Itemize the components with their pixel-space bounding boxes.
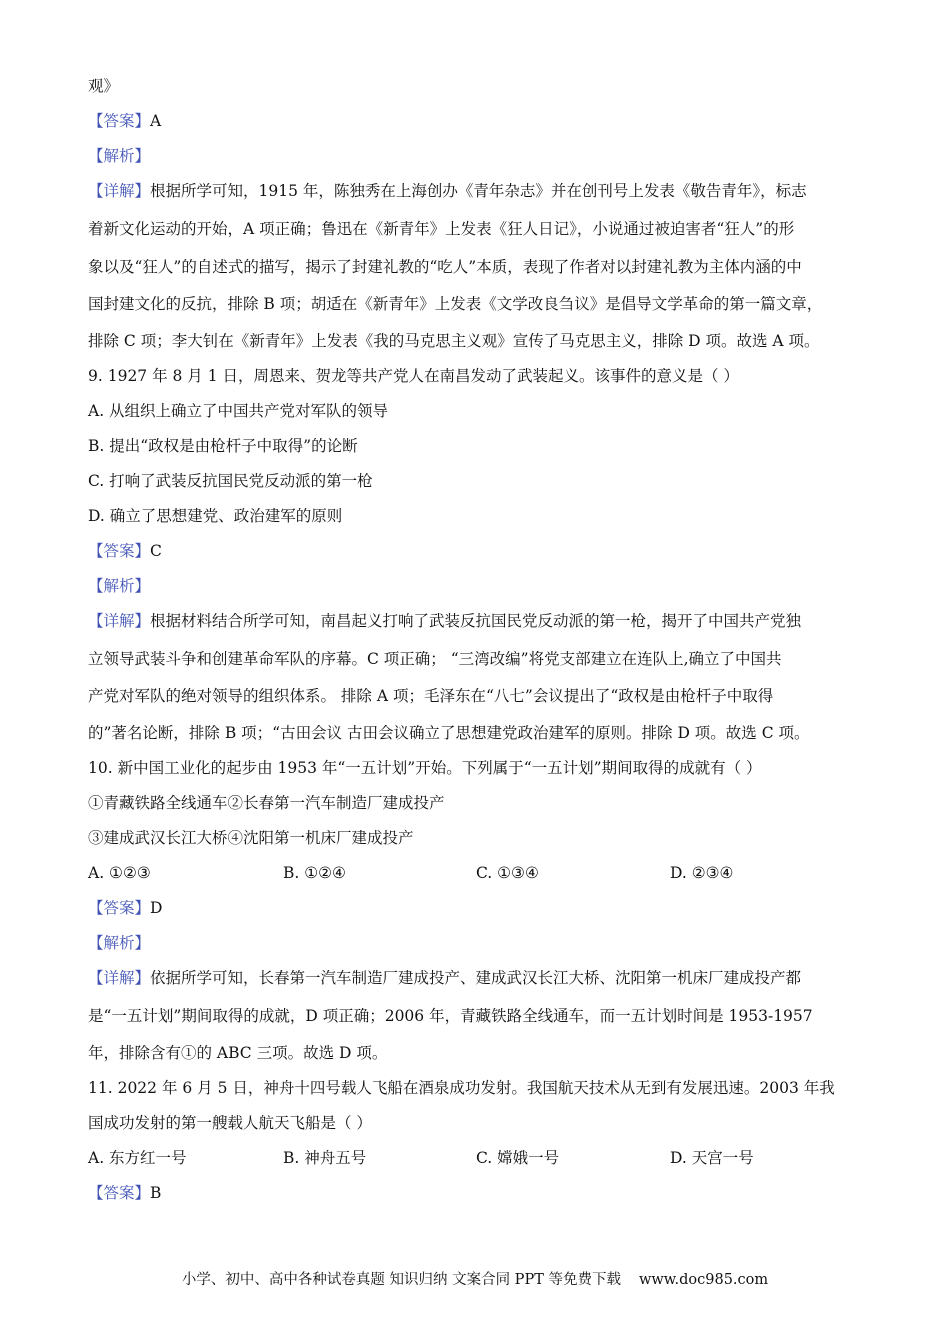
text-line: 着新文化运动的开始，A 项正确；鲁迅在《新青年》上发表《狂人日记》，小说通过被迫害者“狂人”的形 — [88, 220, 795, 238]
answer-tag: 【答案】 — [88, 112, 151, 130]
answer-tag: 【答案】 — [88, 899, 151, 917]
answer-line: 【答案】A — [88, 112, 162, 130]
option-a: A. 从组织上确立了中国共产党对军队的领导 — [88, 402, 389, 420]
question-9: 9. 1927 年 8 月 1 日，周恩来、贺龙等共产党人在南昌发动了武装起义。该事件的意义是（ ） — [88, 367, 739, 385]
text-line: 立领导武装斗争和创建革命军队的序幕。C 项正确； “三湾改编”将党支部建立在连队上,确立了中国共 — [88, 650, 782, 668]
option-a: A. 东方红一号 — [88, 1149, 187, 1167]
option-d: D. 确立了思想建党、政治建军的原则 — [88, 507, 343, 525]
option-d: D. ②③④ — [670, 864, 734, 882]
text-line: 年，排除含有①的 ABC 三项。故选 D 项。 — [88, 1044, 388, 1062]
analysis-line — [88, 933, 150, 953]
explanation-tag: 【详解】 — [88, 182, 151, 200]
explanation-tag: 【详解】 — [88, 612, 151, 630]
analysis-line — [88, 146, 150, 166]
explanation-line: 【详解】依据所学可知，长春第一汽车制造厂建成投产、建成武汉长江大桥、沈阳第一机床厂建成投产都 — [88, 969, 802, 987]
explanation-line: 【详解】根据材料结合所学可知，南昌起义打响了武装反抗国民党反动派的第一枪，揭开了中国共产党独 — [88, 612, 802, 630]
statement-line: ①青藏铁路全线通车②长春第一汽车制造厂建成投产 — [88, 794, 445, 812]
text-line: 观》 — [88, 77, 120, 95]
analysis-line — [88, 576, 150, 596]
statement-line: ③建成武汉长江大桥④沈阳第一机床厂建成投产 — [88, 829, 414, 847]
text-line: 的”著名论断，排除 B 项；“古田会议 古田会议确立了思想建党政治建军的原则。排除 D 项。故选 C 项。 — [88, 724, 810, 742]
option-c: C. ①③④ — [476, 864, 539, 882]
explanation-tag: 【详解】 — [88, 969, 151, 987]
answer-tag: 【答案】 — [88, 1184, 151, 1202]
analysis-tag: 【解析】 — [88, 147, 151, 165]
page-footer — [0, 1270, 950, 1290]
option-c: C. 嫦娥一号 — [476, 1149, 560, 1167]
footer-text: 小学、初中、高中各种试卷真题 知识归纳 文案合同 PPT 等免费下载 — [181, 1272, 621, 1288]
option-a: A. ①②③ — [88, 864, 151, 882]
text-line: 国封建文化的反抗，排除 B 项；胡适在《新青年》上发表《文学改良刍议》是倡导文学革命的第一篇文章， — [88, 295, 823, 313]
text-line: 产党对军队的绝对领导的组织体系。 排除 A 项；毛泽东在“八七”会议提出了“政权是由枪杆子中取得 — [88, 687, 774, 705]
option-b: B. 提出“政权是由枪杆子中取得”的论断 — [88, 437, 358, 455]
answer-tag: 【答案】 — [88, 542, 151, 560]
option-b: B. ①②④ — [283, 864, 346, 882]
option-c: C. 打响了武装反抗国民党反动派的第一枪 — [88, 472, 373, 490]
text-line: 象以及“狂人”的自述式的描写，揭示了封建礼教的“吃人”本质，表现了作者对以封建礼教为主体内涵的中 — [88, 258, 802, 276]
text-line: 国成功发射的第一艘载人航天飞船是（ ） — [88, 1114, 372, 1132]
footer-link[interactable]: www.doc985.com — [638, 1272, 769, 1288]
option-d: D. 天宫一号 — [670, 1149, 754, 1167]
explanation-line: 【详解】根据所学可知，1915 年，陈独秀在上海创办《青年杂志》并在创刊号上发表《敬告青年》，标志 — [88, 182, 807, 200]
analysis-tag: 【解析】 — [88, 934, 151, 952]
text-line: 是“一五计划”期间取得的成就，D 项正确；2006 年，青藏铁路全线通车，而一五计划时间是 1953-1957 — [88, 1007, 813, 1025]
text-line: 排除 C 项；李大钊在《新青年》上发表《我的马克思主义观》宣传了马克思主义，排除 D 项。故选 A 项。 — [88, 332, 820, 350]
question-10: 10. 新中国工业化的起步由 1953 年“一五计划”开始。下列属于“一五计划”期间取得的成就有（ ） — [88, 759, 762, 777]
analysis-tag: 【解析】 — [88, 577, 151, 595]
answer-line: 【答案】C — [88, 542, 162, 560]
answer-line: 【答案】D — [88, 899, 163, 917]
option-b: B. 神舟五号 — [283, 1149, 367, 1167]
question-11: 11. 2022 年 6 月 5 日，神舟十四号载人飞船在酒泉成功发射。我国航天技术从无到有发展迅速。2003 年我 — [88, 1079, 835, 1097]
answer-line: 【答案】B — [88, 1184, 162, 1202]
